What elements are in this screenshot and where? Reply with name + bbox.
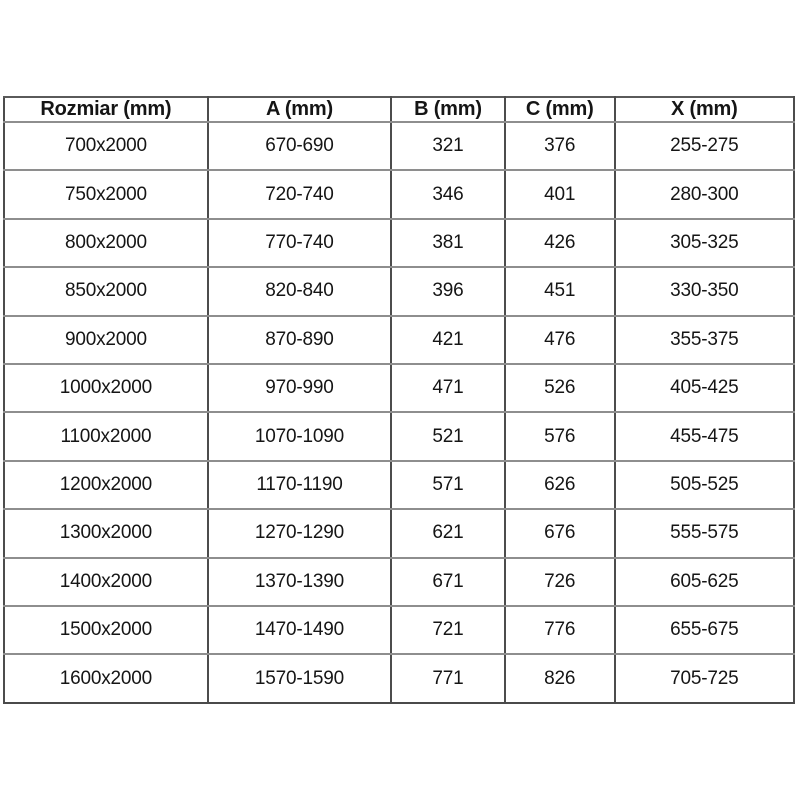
table-cell: 421 [391,316,505,364]
table-cell: 750x2000 [4,170,208,218]
table-cell: 355-375 [615,316,794,364]
table-row [4,170,794,218]
table-cell: 1470-1490 [208,606,391,654]
table-cell: 1200x2000 [4,461,208,509]
table-cell: 605-625 [615,558,794,606]
table-cell: 471 [391,364,505,412]
table-cell: 1170-1190 [208,461,391,509]
table-cell: 676 [505,509,615,557]
table-cell: 770-740 [208,219,391,267]
table-cell: 455-475 [615,412,794,460]
table-row [4,316,794,364]
table-body [4,122,794,703]
table-cell: 376 [505,122,615,170]
table-cell: 621 [391,509,505,557]
table-cell: 321 [391,122,505,170]
table-cell: 970-990 [208,364,391,412]
table-cell: 771 [391,654,505,703]
table-cell: 800x2000 [4,219,208,267]
table-cell: 726 [505,558,615,606]
column-header: A (mm) [208,97,391,122]
table-cell: 330-350 [615,267,794,315]
table-cell: 396 [391,267,505,315]
table-cell: 526 [505,364,615,412]
table-cell: 576 [505,412,615,460]
table-row [4,219,794,267]
table-cell: 381 [391,219,505,267]
table-cell: 820-840 [208,267,391,315]
table-cell: 705-725 [615,654,794,703]
table-cell: 571 [391,461,505,509]
table-cell: 405-425 [615,364,794,412]
table-cell: 776 [505,606,615,654]
table-cell: 1300x2000 [4,509,208,557]
sizing-table [3,96,795,704]
table-cell: 1000x2000 [4,364,208,412]
table-cell: 826 [505,654,615,703]
table-cell: 1100x2000 [4,412,208,460]
table-row [4,267,794,315]
table-cell: 255-275 [615,122,794,170]
table-row [4,412,794,460]
table-cell: 721 [391,606,505,654]
column-header: Rozmiar (mm) [4,97,208,122]
table-cell: 670-690 [208,122,391,170]
table-cell: 1600x2000 [4,654,208,703]
table-row [4,364,794,412]
column-header: B (mm) [391,97,505,122]
table-cell: 870-890 [208,316,391,364]
table-cell: 305-325 [615,219,794,267]
table-cell: 476 [505,316,615,364]
table-cell: 626 [505,461,615,509]
table-cell: 555-575 [615,509,794,557]
table-cell: 346 [391,170,505,218]
column-header: X (mm) [615,97,794,122]
table-cell: 1570-1590 [208,654,391,703]
table-cell: 1270-1290 [208,509,391,557]
table-cell: 1500x2000 [4,606,208,654]
table-cell: 401 [505,170,615,218]
table-row [4,558,794,606]
table-row [4,654,794,703]
table-row [4,122,794,170]
table-cell: 1370-1390 [208,558,391,606]
table-cell: 1400x2000 [4,558,208,606]
table-row [4,606,794,654]
table-cell: 700x2000 [4,122,208,170]
table-cell: 720-740 [208,170,391,218]
table-header [4,97,794,122]
table-cell: 426 [505,219,615,267]
table-cell: 521 [391,412,505,460]
table-header-row [4,97,794,122]
table-row [4,509,794,557]
table-cell: 505-525 [615,461,794,509]
table-cell: 280-300 [615,170,794,218]
table-cell: 900x2000 [4,316,208,364]
table-row [4,461,794,509]
table-cell: 655-675 [615,606,794,654]
table-cell: 850x2000 [4,267,208,315]
table-cell: 1070-1090 [208,412,391,460]
table-cell: 451 [505,267,615,315]
table-cell: 671 [391,558,505,606]
column-header: C (mm) [505,97,615,122]
